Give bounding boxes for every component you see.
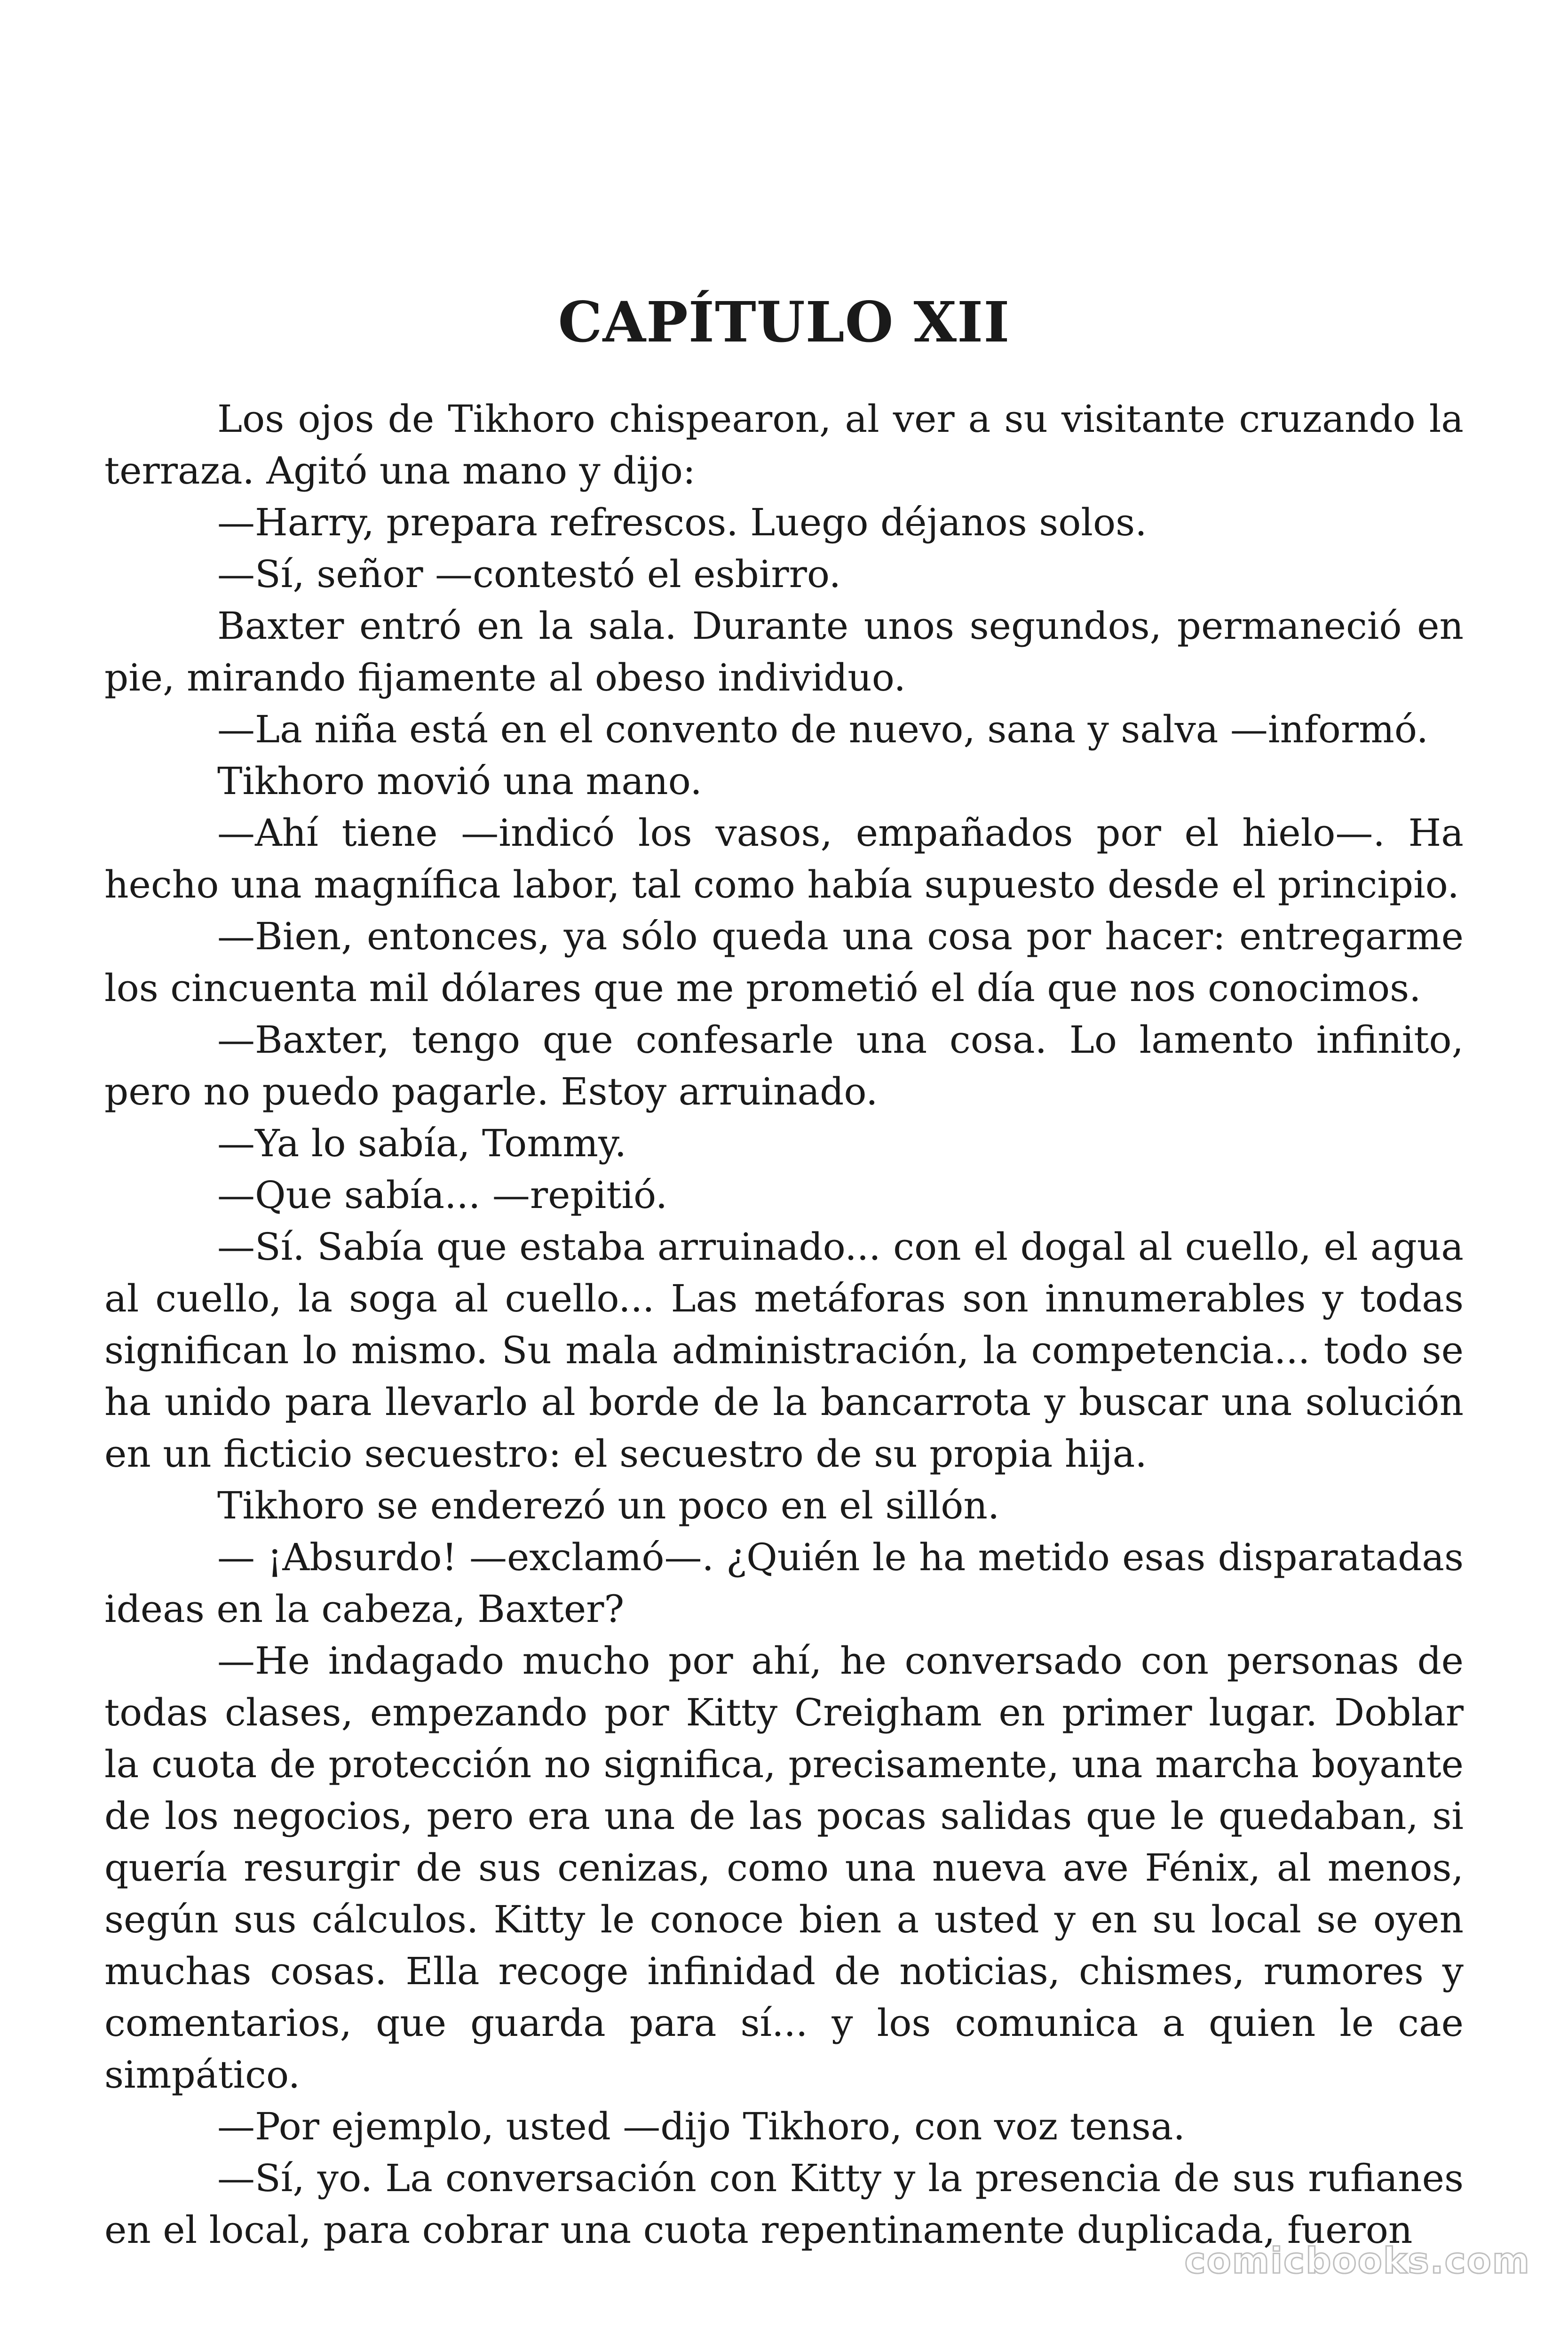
paragraph: Baxter entró en la sala. Durante unos segundos, permaneció en pie, mirando fijamente al obeso individuo. bbox=[104, 604, 1464, 699]
paragraph: —Sí, yo. La conversación con Kitty y la presencia de sus rufianes en el local, para cobrar una cuota repentinamente duplicada, fueron bbox=[104, 2156, 1464, 2252]
watermark-logo: comicbooks.com bbox=[1184, 2240, 1530, 2281]
paragraph: —Sí. Sabía que estaba arruinado... con el dogal al cuello, el agua al cuello, la soga al cuello... Las metáforas son innumerables y todas significan lo mismo. Su mala administración, la competencia... todo se ha unido para llevarlo al borde de la bancarrota y buscar una solución en un ficticio secuestro: el secuestro de su propia hija. bbox=[104, 1225, 1464, 1476]
paragraph: —Ahí tiene —indicó los vasos, empañados por el hielo—. Ha hecho una magnífica labor, tal como había supuesto desde el principio. bbox=[104, 811, 1464, 906]
paragraph: Tikhoro se enderezó un poco en el sillón. bbox=[217, 1484, 1000, 1527]
chapter-title: CAPÍTULO XII bbox=[558, 289, 1010, 355]
paragraph: Tikhoro movió una mano. bbox=[217, 759, 702, 803]
paragraph: —He indagado mucho por ahí, he conversado con personas de todas clases, empezando por Kitty Creigham en primer lugar. Doblar la cuota de protección no significa, precisamente, una marcha boyante de los negocios, pero era una de las pocas salidas que le quedaban, si quería resurgir de sus cenizas, como una nueva ave Fénix, al menos, según sus cálculos. Kitty le conoce bien a usted y en su local se oyen muchas cosas. Ella recoge infinidad de noticias, chismes, rumores y comentarios, que guarda para sí... y los comunica a quien le cae simpático. bbox=[104, 1639, 1464, 2097]
paragraph: —Ya lo sabía, Tommy. bbox=[217, 1121, 627, 1165]
chapter-body bbox=[104, 393, 1464, 2256]
paragraph: — ¡Absurdo! —exclamó—. ¿Quién le ha metido esas disparatadas ideas en la cabeza, Baxter? bbox=[104, 1535, 1464, 1631]
paragraph: —Por ejemplo, usted —dijo Tikhoro, con voz tensa. bbox=[217, 2105, 1185, 2148]
paragraph: —Bien, entonces, ya sólo queda una cosa por hacer: entregarme los cincuenta mil dólares que me prometió el día que nos conocimos. bbox=[104, 914, 1464, 1010]
paragraph: —Que sabía... —repitió. bbox=[217, 1173, 668, 1217]
paragraph: —Baxter, tengo que confesarle una cosa. Lo lamento infinito, pero no puedo pagarle. Estoy arruinado. bbox=[104, 1018, 1464, 1113]
paragraph: —La niña está en el convento de nuevo, sana y salva —informó. bbox=[217, 707, 1429, 751]
paragraph: —Harry, prepara refrescos. Luego déjanos solos. bbox=[217, 501, 1147, 544]
paragraph: —Sí, señor —contestó el esbirro. bbox=[217, 552, 841, 596]
paragraph: Los ojos de Tikhoro chispearon, al ver a su visitante cruzando la terraza. Agitó una mano y dijo: bbox=[104, 397, 1464, 493]
